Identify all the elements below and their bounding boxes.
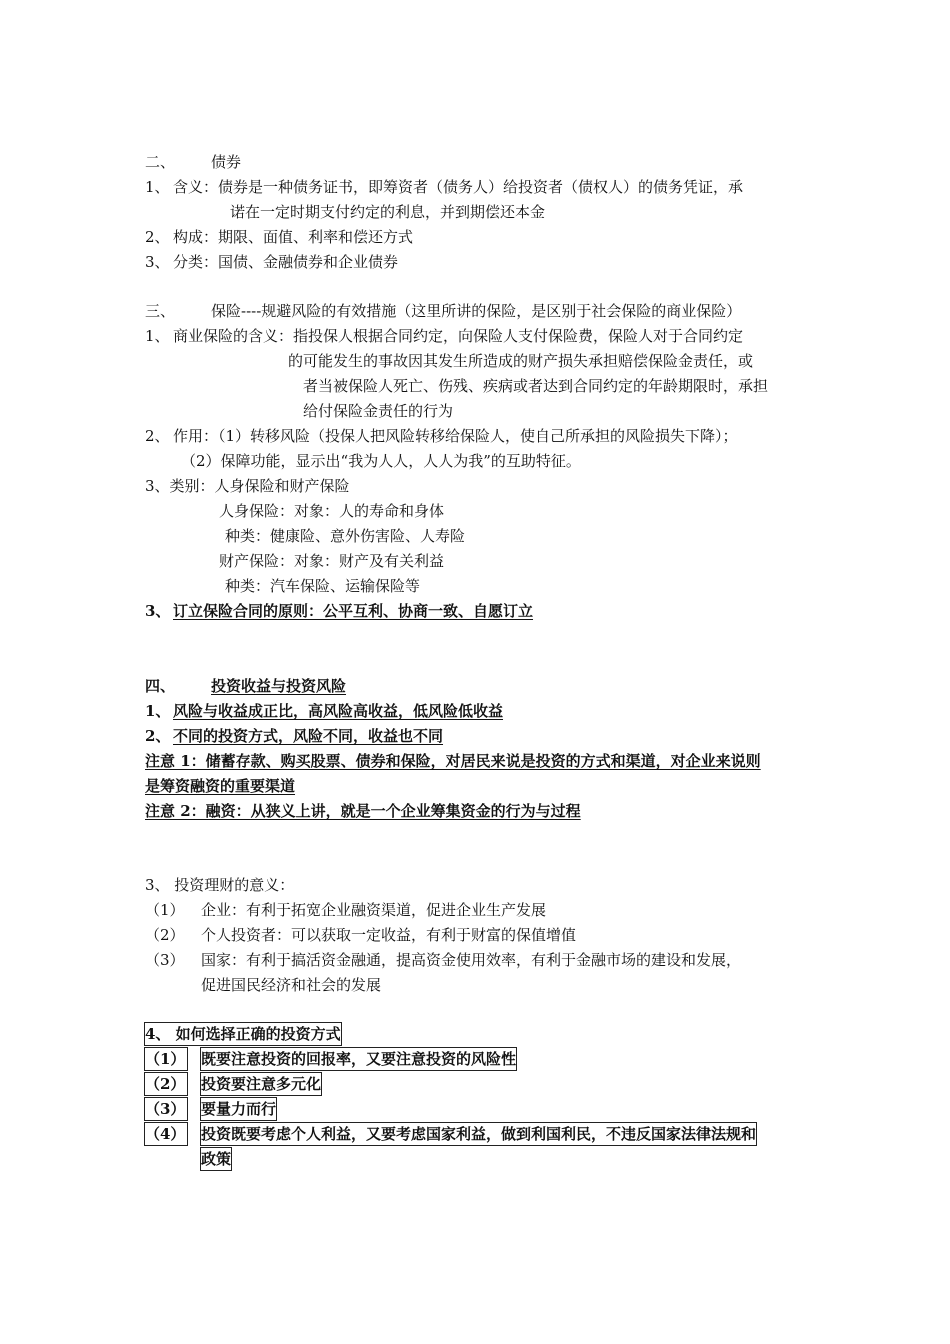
section-3-item-4-text: 订立保险合同的原则：公平互利、协商一致、自愿订立 xyxy=(173,602,534,620)
note-1-line-1: 注意 1：储蓄存款、购买股票、债券和保险，对居民来说是投资的方式和渠道，对企业来说则 xyxy=(145,752,761,770)
meaning-item-3-text: 国家：有利于搞活资金融通，提高资金使用效率，有利于金融市场的建设和发展， xyxy=(201,951,742,969)
meaning-item-2-number: （2） xyxy=(145,926,185,944)
section-3-item-1-text: 商业保险的含义：指投保人根据合同约定，向保险人支付保险费，保险人对于合同约定 xyxy=(173,327,744,345)
section-3-item-3-life-types: 种类：健康险、意外伤害险、人寿险 xyxy=(225,527,466,545)
section-2-item-1-number: 1、 xyxy=(145,178,170,196)
section-3-heading: 保险----规避风险的有效措施（这里所讲的保险，是区别于社会保险的商业保险） xyxy=(211,302,742,320)
meaning-item-3-number: （3） xyxy=(145,951,185,969)
section-4-item-2-number: 2、 xyxy=(145,727,171,745)
note-2: 注意 2：融资：从狭义上讲，就是一个企业筹集资金的行为与过程 xyxy=(145,802,581,820)
section-2-item-1-continuation: 诺在一定时期支付约定的利息，并到期偿还本金 xyxy=(230,203,546,221)
choose-item-4-continuation: 政策 xyxy=(201,1150,232,1168)
section-4-item-1-text: 风险与收益成正比，高风险高收益，低风险低收益 xyxy=(173,702,504,720)
choose-item-1-number: （1） xyxy=(145,1050,186,1068)
section-3-item-2-text: 作用：（1）转移风险（投保人把风险转移给保险人，使自己所承担的风险损失下降）； xyxy=(173,427,738,445)
section-2-item-1-text: 含义：债券是一种债务证书，即筹资者（债务人）给投资者（债权人）的债务凭证，承 xyxy=(173,178,744,196)
section-3-item-3-property-types: 种类：汽车保险、运输保险等 xyxy=(225,577,421,595)
section-3-item-1-continuation-2: 者当被保险人死亡、伤残、疾病或者达到合同约定的年龄期限时，承担 xyxy=(303,377,769,395)
meaning-item-1-number: （1） xyxy=(145,901,185,919)
meaning-item-1-text: 企业：有利于拓宽企业融资渠道，促进企业生产发展 xyxy=(201,901,547,919)
choose-item-2-number: （2） xyxy=(145,1075,186,1093)
section-3-item-1-continuation-1: 的可能发生的事故因其发生所造成的财产损失承担赔偿保险金责任，或 xyxy=(288,352,754,370)
section-3-item-2-number: 2、 xyxy=(145,427,170,445)
section-4-item-2-text: 不同的投资方式，风险不同，收益也不同 xyxy=(173,727,444,745)
note-1-line-2: 是筹资融资的重要渠道 xyxy=(145,777,296,795)
choose-item-3-number: （3） xyxy=(145,1100,186,1118)
choose-item-1-text: 既要注意投资的回报率，又要注意投资的风险性 xyxy=(201,1050,517,1068)
choose-item-3-text: 要量力而行 xyxy=(201,1100,277,1118)
section-3-item-3-property-insurance: 财产保险：对象：财产及有关利益 xyxy=(219,552,445,570)
section-3-heading-number: 三、 xyxy=(145,302,176,320)
section-3-item-3-text: 3、类别：人身保险和财产保险 xyxy=(145,477,350,495)
section-2-item-3-number: 3、 xyxy=(145,253,170,271)
section-4-heading-number: 四、 xyxy=(145,677,176,695)
section-2-heading: 债券 xyxy=(211,153,242,171)
section-3-item-4-number: 3、 xyxy=(145,602,171,620)
choose-item-2-text: 投资要注意多元化 xyxy=(201,1075,322,1093)
section-3-item-3-life-insurance: 人身保险：对象：人的寿命和身体 xyxy=(219,502,445,520)
section-4-heading: 投资收益与投资风险 xyxy=(211,677,347,695)
section-3-item-2-continuation: （2）保障功能，显示出“我为人人，人人为我”的互助特征。 xyxy=(181,452,581,470)
section-2-heading-number: 二、 xyxy=(145,153,176,171)
meaning-item-2-text: 个人投资者：可以获取一定收益，有利于财富的保值增值 xyxy=(201,926,577,944)
choose-item-4-number: （4） xyxy=(145,1125,186,1143)
choose-title: 4、 如何选择正确的投资方式 xyxy=(145,1025,341,1043)
section-2-item-2-text: 构成：期限、面值、利率和偿还方式 xyxy=(173,228,414,246)
meaning-title: 3、 投资理财的意义： xyxy=(145,876,295,894)
section-4-item-1-number: 1、 xyxy=(145,702,171,720)
section-2-item-2-number: 2、 xyxy=(145,228,170,246)
section-2-item-3-text: 分类：国债、金融债券和企业债券 xyxy=(173,253,399,271)
section-3-item-1-continuation-3: 给付保险金责任的行为 xyxy=(303,402,454,420)
choose-item-4-text: 投资既要考虑个人利益，又要考虑国家利益，做到利国利民，不违反国家法律法规和 xyxy=(201,1125,757,1143)
meaning-item-3-continuation: 促进国民经济和社会的发展 xyxy=(201,976,382,994)
section-3-item-1-number: 1、 xyxy=(145,327,170,345)
